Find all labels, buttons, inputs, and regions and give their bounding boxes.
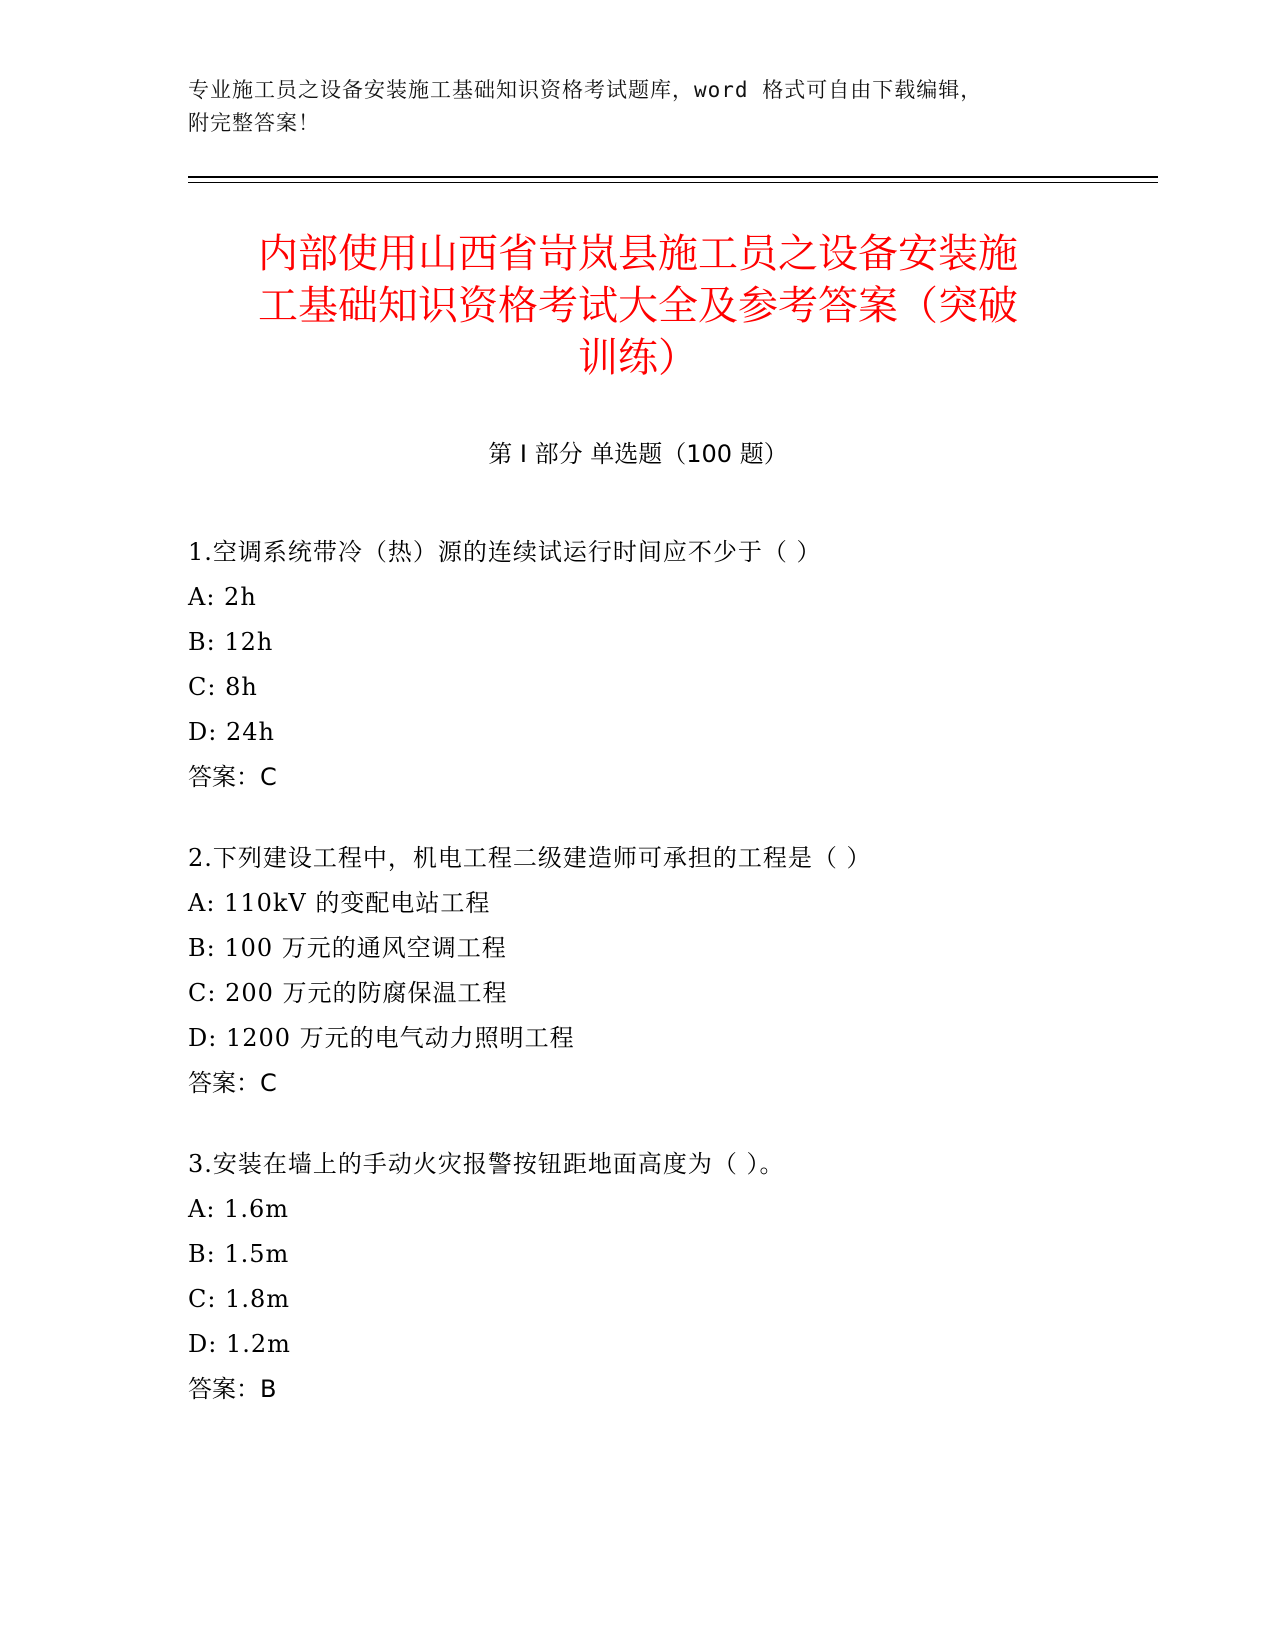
option-c: C: 8h [188, 673, 258, 701]
header-divider-thick [188, 176, 1158, 178]
option-d: D: 24h [188, 718, 275, 746]
question-stem: 2.下列建设工程中，机电工程二级建造师可承担的工程是（ ） [188, 844, 872, 872]
header-note-line-2: 附完整答案！ [188, 111, 320, 135]
option-a: A: 110kV 的变配电站工程 [188, 889, 491, 917]
option-c: C: 1.8m [188, 1285, 291, 1313]
question-stem: 3.安装在墙上的手动火灾报警按钮距地面高度为（ ）。 [188, 1150, 785, 1178]
option-c: C: 200 万元的防腐保温工程 [188, 979, 508, 1007]
option-d: D: 1200 万元的电气动力照明工程 [188, 1024, 575, 1052]
header-divider-thin [188, 182, 1158, 183]
question-item [188, 530, 1088, 800]
question-item [188, 1142, 1088, 1412]
document-title [188, 228, 1088, 384]
question-list [188, 530, 1088, 1448]
option-b: B: 100 万元的通风空调工程 [188, 934, 507, 962]
section-heading: 第 I 部分 单选题（100 题） [488, 440, 788, 468]
document-title-line-1: 内部使用山西省岢岚县施工员之设备安装施 [258, 231, 1018, 277]
document-title-line-3: 训练） [578, 335, 698, 381]
document-title-line-2: 工基础知识资格考试大全及参考答案（突破 [258, 283, 1018, 329]
question-item [188, 836, 1088, 1106]
option-b: B: 12h [188, 628, 274, 656]
answer-line: 答案：C [188, 1069, 277, 1097]
answer-line: 答案：C [188, 763, 277, 791]
option-d: D: 1.2m [188, 1330, 291, 1358]
option-b: B: 1.5m [188, 1240, 290, 1268]
option-a: A: 2h [188, 583, 257, 611]
answer-line: 答案：B [188, 1375, 277, 1403]
option-a: A: 1.6m [188, 1195, 289, 1223]
header-note-line-1: 专业施工员之设备安装施工基础知识资格考试题库，word 格式可自由下载编辑， [188, 78, 983, 102]
question-stem: 1.空调系统带冷（热）源的连续试运行时间应不少于（ ） [188, 538, 822, 566]
header-note [188, 74, 1088, 140]
